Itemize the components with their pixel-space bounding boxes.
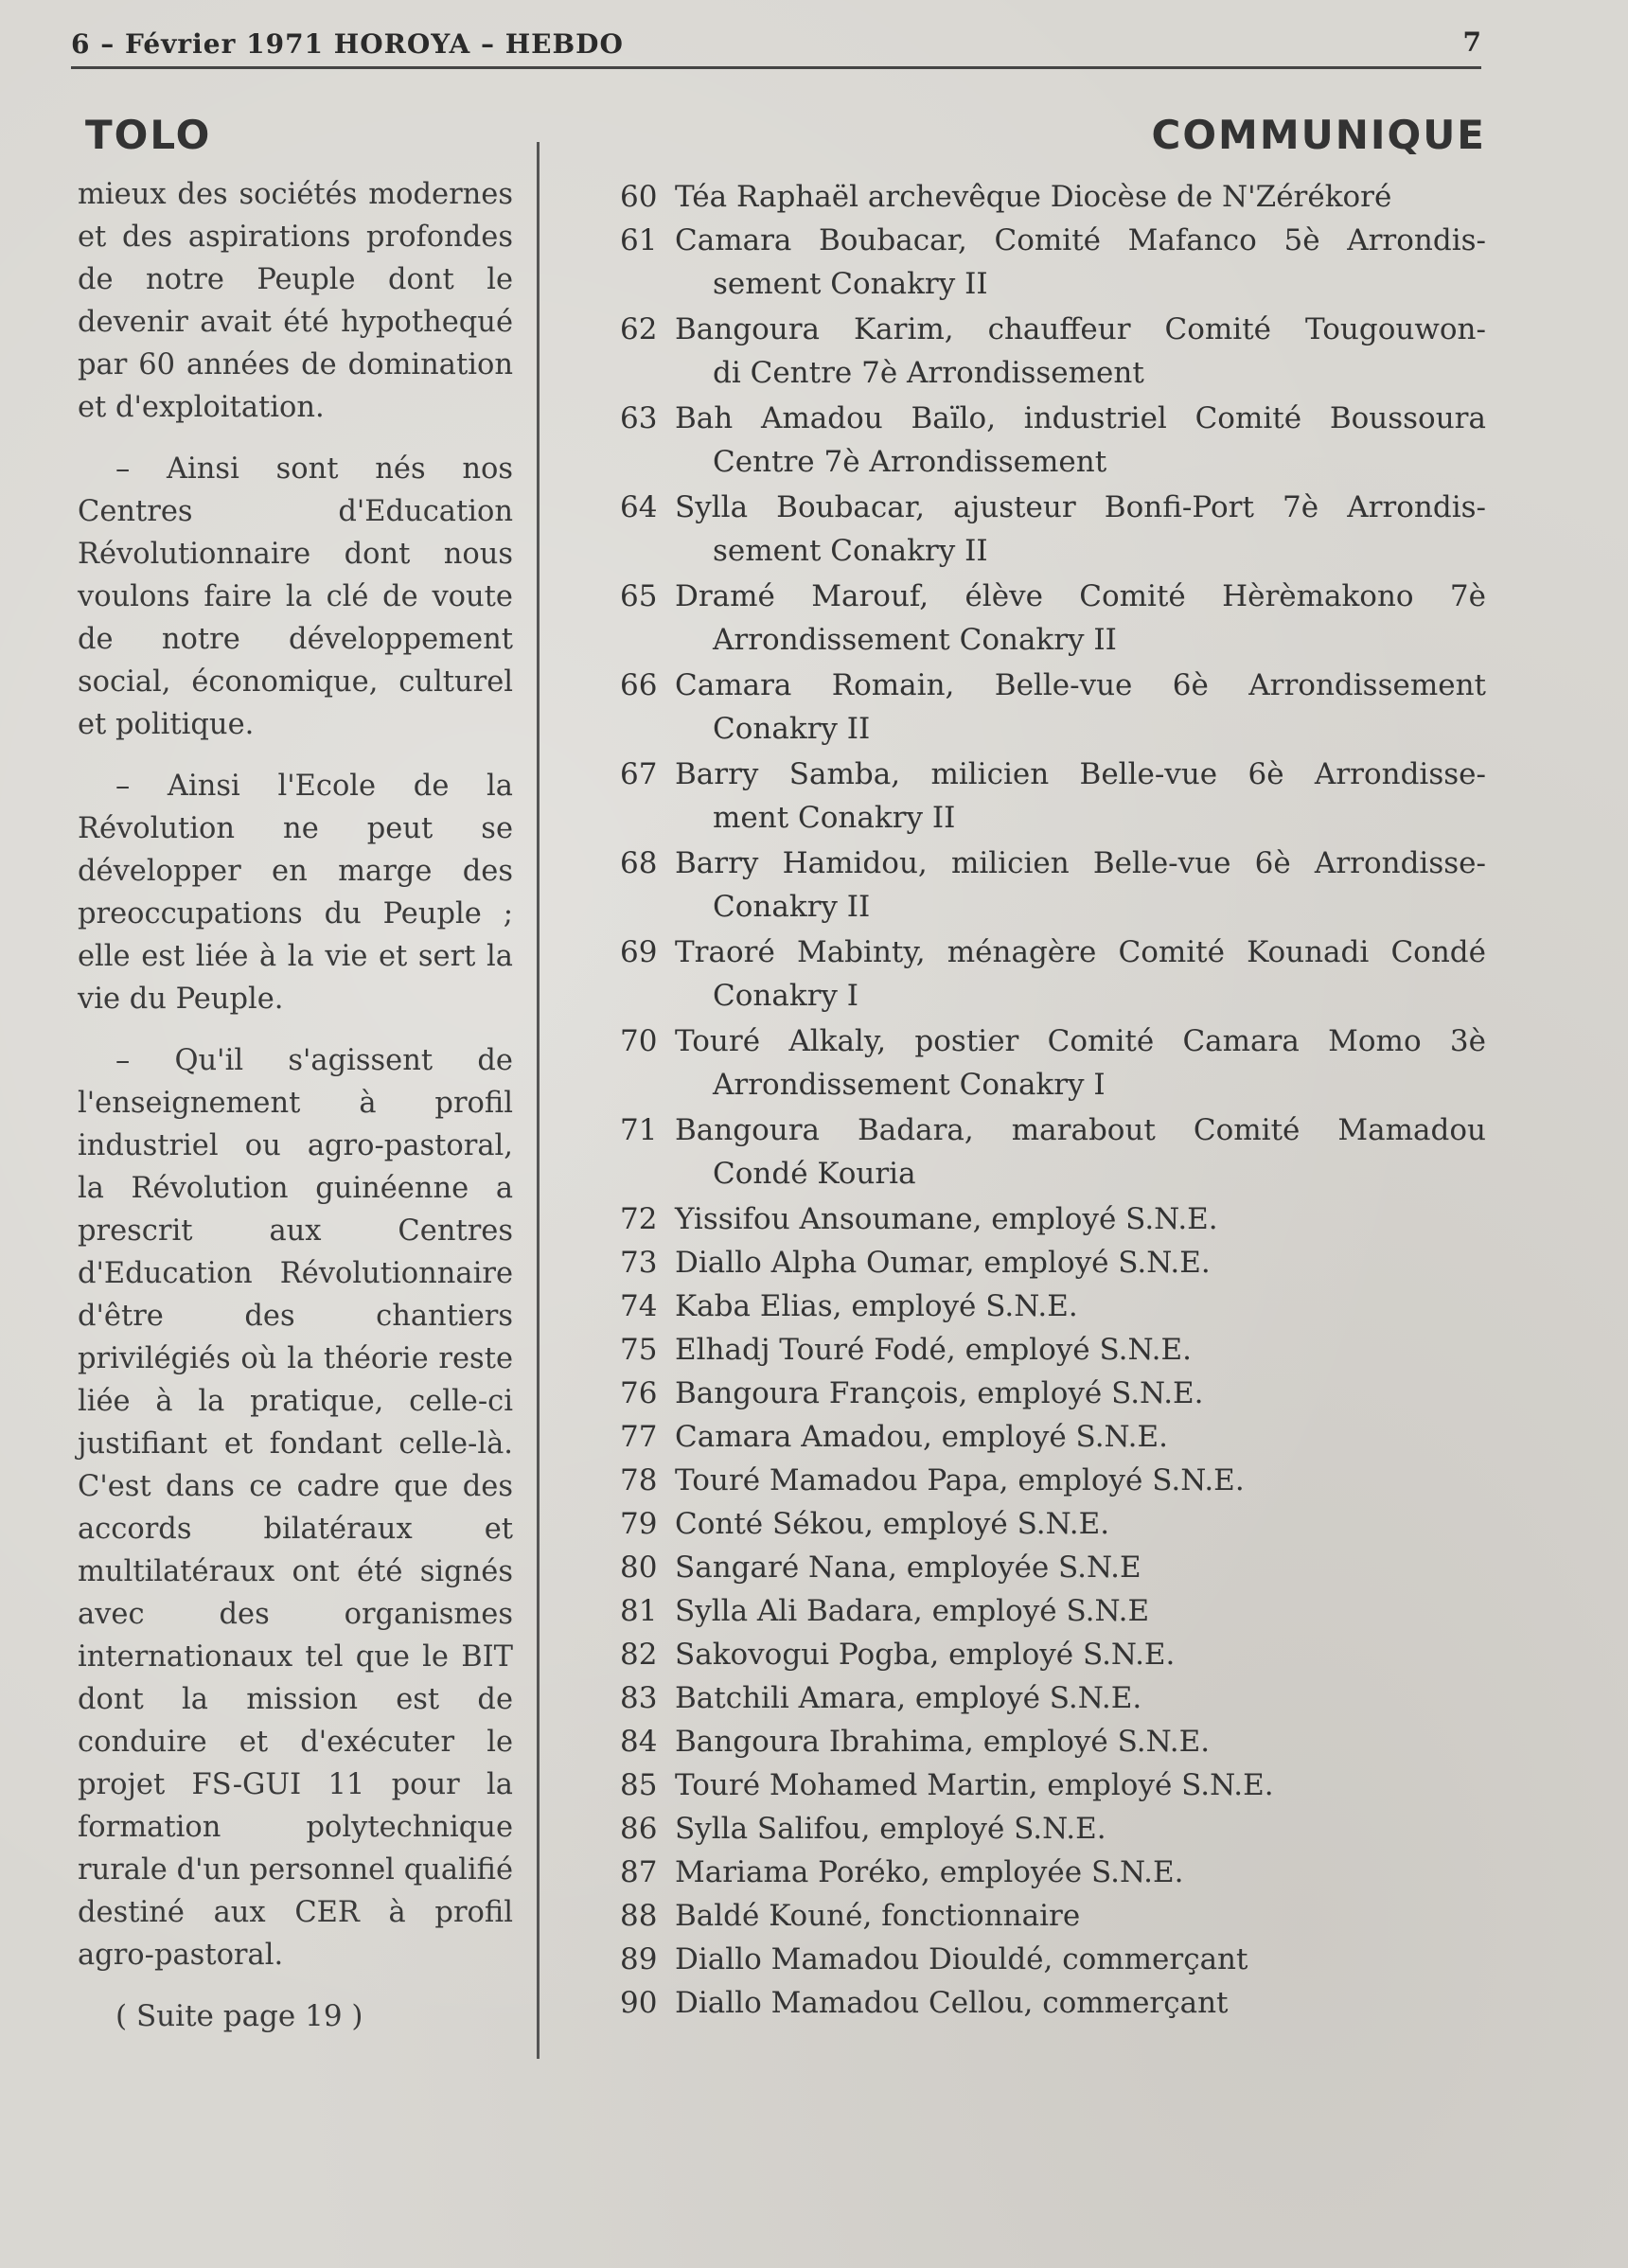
entry-line: Sylla Salifou, employé S.N.E. [675, 1812, 1106, 1846]
entry-number: 80 [620, 1550, 658, 1585]
entry-text [675, 1894, 1486, 1938]
entry-line: Elhadj Touré Fodé, employé S.N.E. [675, 1333, 1192, 1367]
entry-line: Téa Raphaël archevêque Diocèse de N'Zérékoré [675, 180, 1392, 214]
entry-line-continued: sement Conakry II [713, 534, 988, 568]
entry-text [675, 1019, 1486, 1107]
list-item [620, 308, 1486, 395]
entry-line: Sylla Ali Badara, employé S.N.E [675, 1594, 1150, 1628]
entry-line-continued: Conakry I [713, 979, 859, 1013]
paragraph: – Ainsi sont nés nos Centres d'Education Révolutionnaire dont nous voulons faire la clé de voute de notre développement social, économique, culturel et politique. [78, 452, 513, 741]
entry-line: Conté Sékou, employé S.N.E. [675, 1507, 1110, 1541]
entry-text [675, 1459, 1486, 1502]
paragraph: – Ainsi l'Ecole de la Révolution ne peut se développer en marge des preoccupations du Peuple ; elle est liée à la vie et sert la vie du Peuple. [78, 770, 513, 1016]
list-item [620, 1372, 1486, 1415]
entry-number: 83 [620, 1681, 658, 1715]
left-column-text [78, 173, 513, 2038]
entry-text [675, 486, 1486, 573]
entry-number: 82 [620, 1638, 658, 1672]
entry-line: Sylla Boubacar, ajusteur Bonfi-Port 7è Arrondis- [675, 490, 1486, 524]
entry-line: Touré Mamadou Papa, employé S.N.E. [675, 1463, 1245, 1497]
entry-line: Mariama Poréko, employée S.N.E. [675, 1855, 1184, 1889]
entry-line: Bangoura François, employé S.N.E. [675, 1376, 1204, 1410]
header-dateline: 6 – Février 1971 HOROYA – HEBDO [71, 28, 624, 60]
communique-list [620, 175, 1486, 2025]
entry-line: Traoré Mabinty, ménagère Comité Kounadi Condé [675, 935, 1486, 969]
list-item [620, 175, 1486, 219]
entry-number: 64 [620, 490, 658, 524]
entry-number: 67 [620, 757, 658, 791]
entry-text [675, 1676, 1486, 1720]
list-item [620, 1633, 1486, 1676]
entry-line: Diallo Alpha Oumar, employé S.N.E. [675, 1246, 1211, 1280]
entry-line: Diallo Mamadou Diouldé, commerçant [675, 1942, 1248, 1976]
paragraph: mieux des sociétés modernes et des aspirations profondes de notre Peuple dont le devenir avait été hypothequé par 60 années de domination et d'exploitation. [78, 178, 513, 424]
list-item [620, 1285, 1486, 1328]
entry-number: 85 [620, 1768, 658, 1802]
entry-line: Touré Mohamed Martin, employé S.N.E. [675, 1768, 1274, 1802]
entry-number: 79 [620, 1507, 658, 1541]
entry-number: 71 [620, 1113, 658, 1147]
entry-number: 78 [620, 1463, 658, 1497]
entry-line-continued: Arrondissement Conakry I [713, 1068, 1106, 1102]
entry-text [675, 308, 1486, 395]
entry-line: Diallo Mamadou Cellou, commerçant [675, 1986, 1229, 2020]
list-item [620, 1720, 1486, 1763]
list-item [620, 1459, 1486, 1502]
entry-number: 68 [620, 846, 658, 880]
list-item [620, 1589, 1486, 1633]
list-item [620, 664, 1486, 751]
entry-text [675, 175, 1486, 219]
list-item [620, 1807, 1486, 1851]
entry-number: 81 [620, 1594, 658, 1628]
entry-line-continued: di Centre 7è Arrondissement [713, 356, 1144, 390]
list-item [620, 1241, 1486, 1285]
entry-text [675, 1938, 1486, 1981]
list-item [620, 219, 1486, 306]
list-item [620, 1981, 1486, 2025]
entry-text [675, 1807, 1486, 1851]
entry-line: Dramé Marouf, élève Comité Hèrèmakono 7è [675, 579, 1486, 613]
entry-text [675, 219, 1486, 306]
entry-text [675, 1589, 1486, 1633]
entry-text [675, 1502, 1486, 1546]
entry-line: Batchili Amara, employé S.N.E. [675, 1681, 1142, 1715]
entry-text [675, 1633, 1486, 1676]
entry-number: 63 [620, 401, 658, 435]
entry-text [675, 1197, 1486, 1241]
entry-text [675, 753, 1486, 840]
entry-line: Bangoura Karim, chauffeur Comité Tougouwon- [675, 312, 1486, 346]
list-item [620, 753, 1486, 840]
entry-text [675, 397, 1486, 484]
right-column-title: COMMUNIQUE [1151, 112, 1486, 158]
list-item [620, 1894, 1486, 1938]
entry-number: 89 [620, 1942, 658, 1976]
entry-text [675, 930, 1486, 1018]
entry-line-continued: Condé Kouria [713, 1157, 916, 1191]
entry-line: Barry Samba, milicien Belle-vue 6è Arrondisse- [675, 757, 1486, 791]
paragraph: – Qu'il s'agissent de l'enseignement à profil industriel ou agro-pastoral, la Révolution guinéenne a prescrit aux Centres d'Education Révolutionnaire d'être des chantiers privilégiés où la théorie reste liée à la pratique, celle-ci justifiant et fondant celle-là. C'est dans ce cadre que des accords bilatéraux et multilatéraux ont été signés avec des organismes internationaux tel que le BIT dont la mission est de conduire et d'exécuter le projet FS-GUI 11 pour la formation polytechnique rurale d'un personnel qualifié destiné aux CER à profil agro-pastoral. [78, 1044, 513, 1972]
entry-line: Camara Boubacar, Comité Mafanco 5è Arrondis- [675, 223, 1486, 257]
entry-text [675, 1981, 1486, 2025]
entry-number: 66 [620, 668, 658, 702]
list-item [620, 1415, 1486, 1459]
continuation-note: ( Suite page 19 ) [115, 1999, 363, 2033]
entry-text [675, 1108, 1486, 1196]
entry-number: 72 [620, 1202, 658, 1236]
entry-line: Yissifou Ansoumane, employé S.N.E. [675, 1202, 1218, 1236]
list-item [620, 1197, 1486, 1241]
entry-text [675, 842, 1486, 929]
entry-number: 61 [620, 223, 658, 257]
entry-number: 90 [620, 1986, 658, 2020]
entry-number: 76 [620, 1376, 658, 1410]
list-item [620, 1546, 1486, 1589]
entry-number: 70 [620, 1024, 658, 1058]
entry-line: Bah Amadou Baïlo, industriel Comité Boussoura [675, 401, 1486, 435]
list-item [620, 1851, 1486, 1894]
page-number: 7 [1462, 27, 1481, 58]
list-item [620, 1938, 1486, 1981]
list-item [620, 1019, 1486, 1107]
list-item [620, 842, 1486, 929]
left-column-title: TOLO [85, 112, 212, 158]
entry-number: 84 [620, 1725, 658, 1759]
entry-line: Touré Alkaly, postier Comité Camara Momo 3è [675, 1024, 1486, 1058]
entry-text [675, 1241, 1486, 1285]
entry-text [675, 1763, 1486, 1807]
entry-text [675, 1328, 1486, 1372]
entry-line: Bangoura Ibrahima, employé S.N.E. [675, 1725, 1211, 1759]
entry-number: 75 [620, 1333, 658, 1367]
entry-line-continued: Conakry II [713, 890, 871, 924]
entry-text [675, 664, 1486, 751]
entry-line: Barry Hamidou, milicien Belle-vue 6è Arrondisse- [675, 846, 1486, 880]
entry-line-continued: ment Conakry II [713, 801, 956, 835]
entry-line: Camara Romain, Belle-vue 6è Arrondissement [675, 668, 1486, 702]
entry-number: 69 [620, 935, 658, 969]
list-item [620, 486, 1486, 573]
entry-number: 65 [620, 579, 658, 613]
entry-number: 62 [620, 312, 658, 346]
entry-line: Sangaré Nana, employée S.N.E [675, 1550, 1141, 1585]
entry-line: Bangoura Badara, marabout Comité Mamadou [675, 1113, 1486, 1147]
entry-number: 73 [620, 1246, 658, 1280]
entry-line-continued: Arrondissement Conakry II [713, 623, 1117, 657]
list-item [620, 1763, 1486, 1807]
entry-number: 74 [620, 1289, 658, 1323]
entry-number: 86 [620, 1812, 658, 1846]
entry-text [675, 1372, 1486, 1415]
entry-text [675, 1415, 1486, 1459]
entry-line-continued: Centre 7è Arrondissement [713, 445, 1107, 479]
entry-number: 87 [620, 1855, 658, 1889]
entry-line: Kaba Elias, employé S.N.E. [675, 1289, 1078, 1323]
entry-line: Baldé Kouné, fonctionnaire [675, 1899, 1081, 1933]
list-item [620, 1502, 1486, 1546]
page-header [71, 23, 1481, 69]
entry-number: 88 [620, 1899, 658, 1933]
entry-text [675, 1720, 1486, 1763]
column-divider [537, 142, 540, 2059]
list-item [620, 1676, 1486, 1720]
list-item [620, 397, 1486, 484]
entry-text [675, 1546, 1486, 1589]
entry-text [675, 1285, 1486, 1328]
entry-line-continued: Conakry II [713, 712, 871, 746]
entry-number: 60 [620, 180, 658, 214]
list-item [620, 575, 1486, 662]
entry-line: Sakovogui Pogba, employé S.N.E. [675, 1638, 1176, 1672]
entry-text [675, 575, 1486, 662]
list-item [620, 1328, 1486, 1372]
list-item [620, 930, 1486, 1018]
entry-number: 77 [620, 1420, 658, 1454]
list-item [620, 1108, 1486, 1196]
entry-line: Camara Amadou, employé S.N.E. [675, 1420, 1169, 1454]
entry-line-continued: sement Conakry II [713, 267, 988, 301]
entry-text [675, 1851, 1486, 1894]
